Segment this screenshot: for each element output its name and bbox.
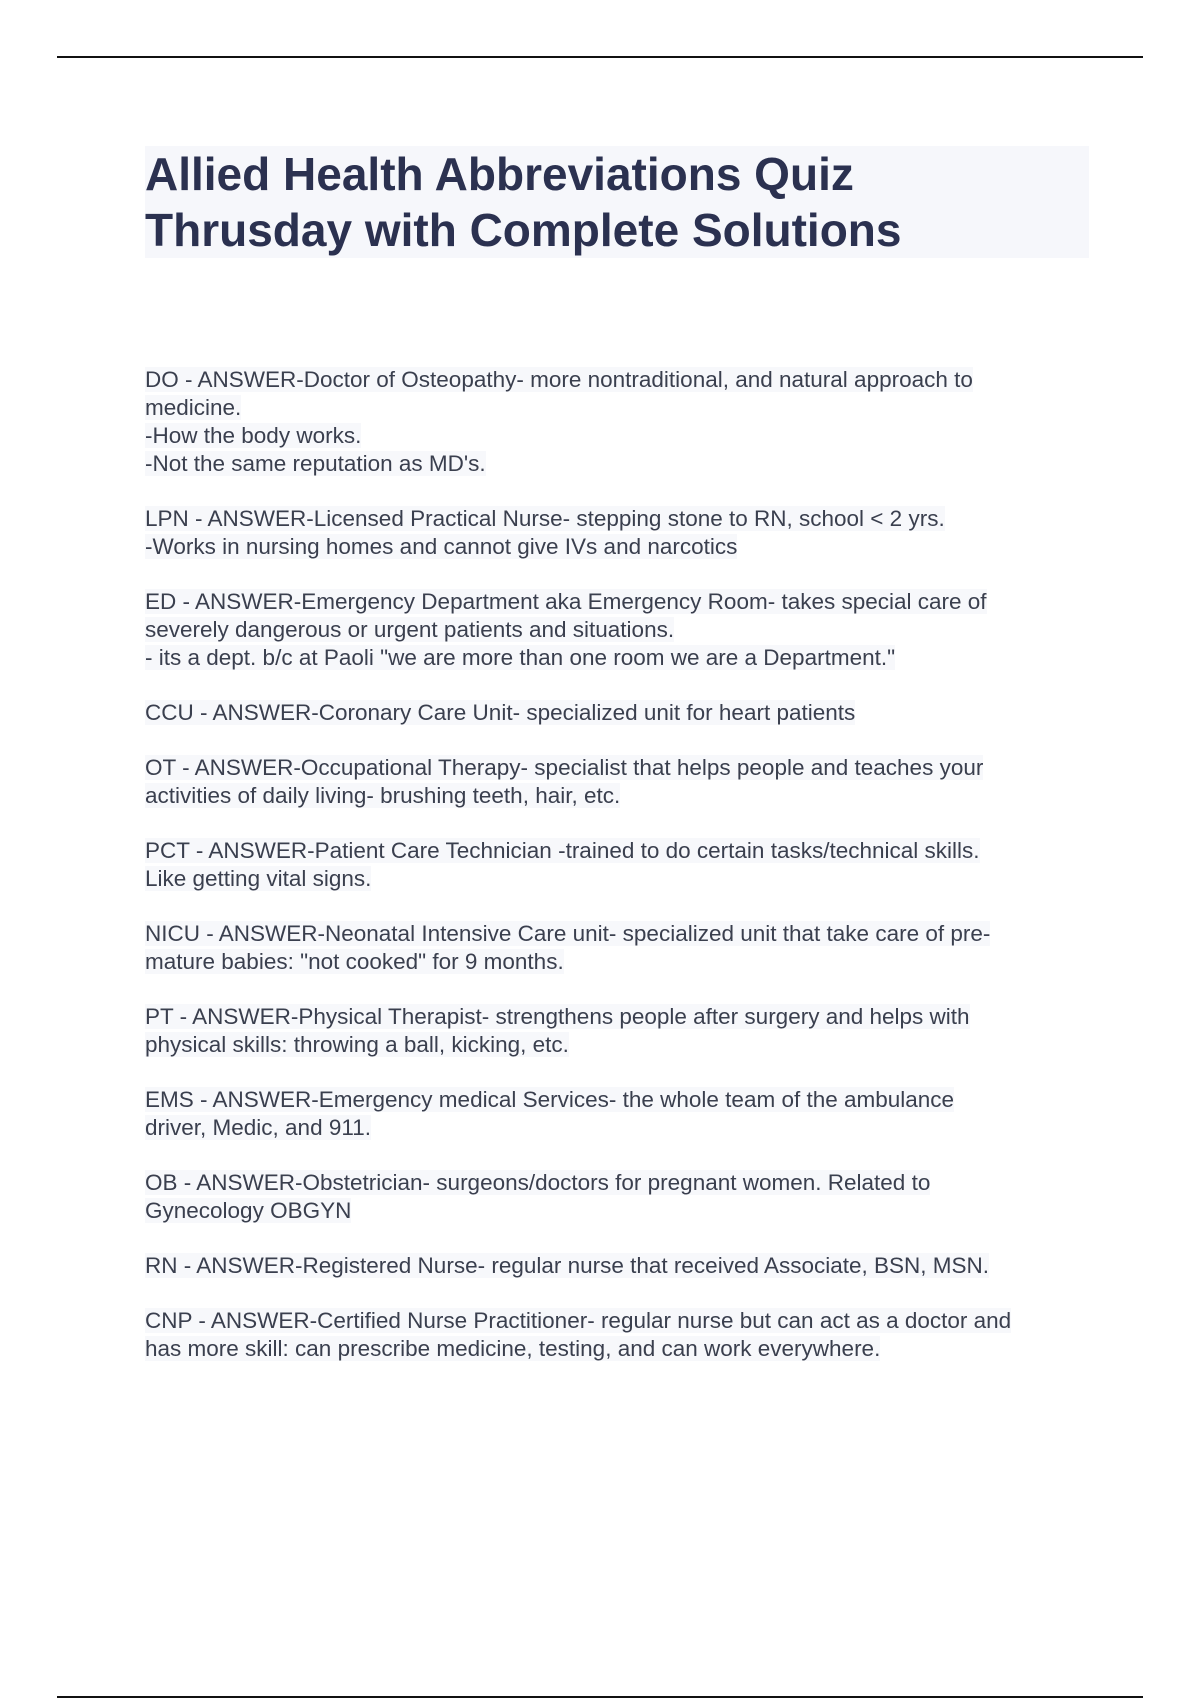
qa-list	[145, 366, 1105, 1390]
footer-rule	[57, 1696, 1143, 1698]
qa-item-ccu: CCU - ANSWER-Coronary Care Unit- specialized unit for heart patients	[145, 700, 856, 725]
header-rule	[57, 56, 1143, 58]
qa-item-nicu: NICU - ANSWER-Neonatal Intensive Care unit- specialized unit that take care of pre- mature babies: "not cooked" for 9 months.	[145, 921, 991, 974]
qa-item-lpn: LPN - ANSWER-Licensed Practical Nurse- stepping stone to RN, school < 2 yrs. -Works in nursing homes and cannot give IVs and narcotics	[145, 506, 945, 559]
qa-item-pt: PT - ANSWER-Physical Therapist- strengthens people after surgery and helps with physical skills: throwing a ball, kicking, etc.	[145, 1004, 970, 1057]
title-block	[145, 146, 1089, 258]
qa-item-pct: PCT - ANSWER-Patient Care Technician -trained to do certain tasks/technical skills. Like getting vital signs.	[145, 838, 980, 891]
qa-item-rn: RN - ANSWER-Registered Nurse- regular nurse that received Associate, BSN, MSN.	[145, 1253, 990, 1278]
document-title: Allied Health Abbreviations Quiz Thrusday with Complete Solutions	[145, 148, 902, 256]
qa-item-ot: OT - ANSWER-Occupational Therapy- specialist that helps people and teaches your activities of daily living- brushing teeth, hair, etc.	[145, 755, 984, 808]
qa-item-do: DO - ANSWER-Doctor of Osteopathy- more nontraditional, and natural approach to medicine. -How the body works. -Not the same reputation as MD's.	[145, 367, 973, 476]
qa-item-ems: EMS - ANSWER-Emergency medical Services- the whole team of the ambulance driver, Medic, and 911.	[145, 1087, 955, 1140]
qa-item-ob: OB - ANSWER-Obstetrician- surgeons/doctors for pregnant women. Related to Gynecology OBGYN	[145, 1170, 931, 1223]
qa-item-ed: ED - ANSWER-Emergency Department aka Emergency Room- takes special care of severely dangerous or urgent patients and situations. - its a dept. b/c at Paoli "we are more than one room we are a Department."	[145, 589, 987, 670]
qa-item-cnp: CNP - ANSWER-Certified Nurse Practitioner- regular nurse but can act as a doctor and has more skill: can prescribe medicine, testing, and can work everywhere.	[145, 1308, 1012, 1361]
